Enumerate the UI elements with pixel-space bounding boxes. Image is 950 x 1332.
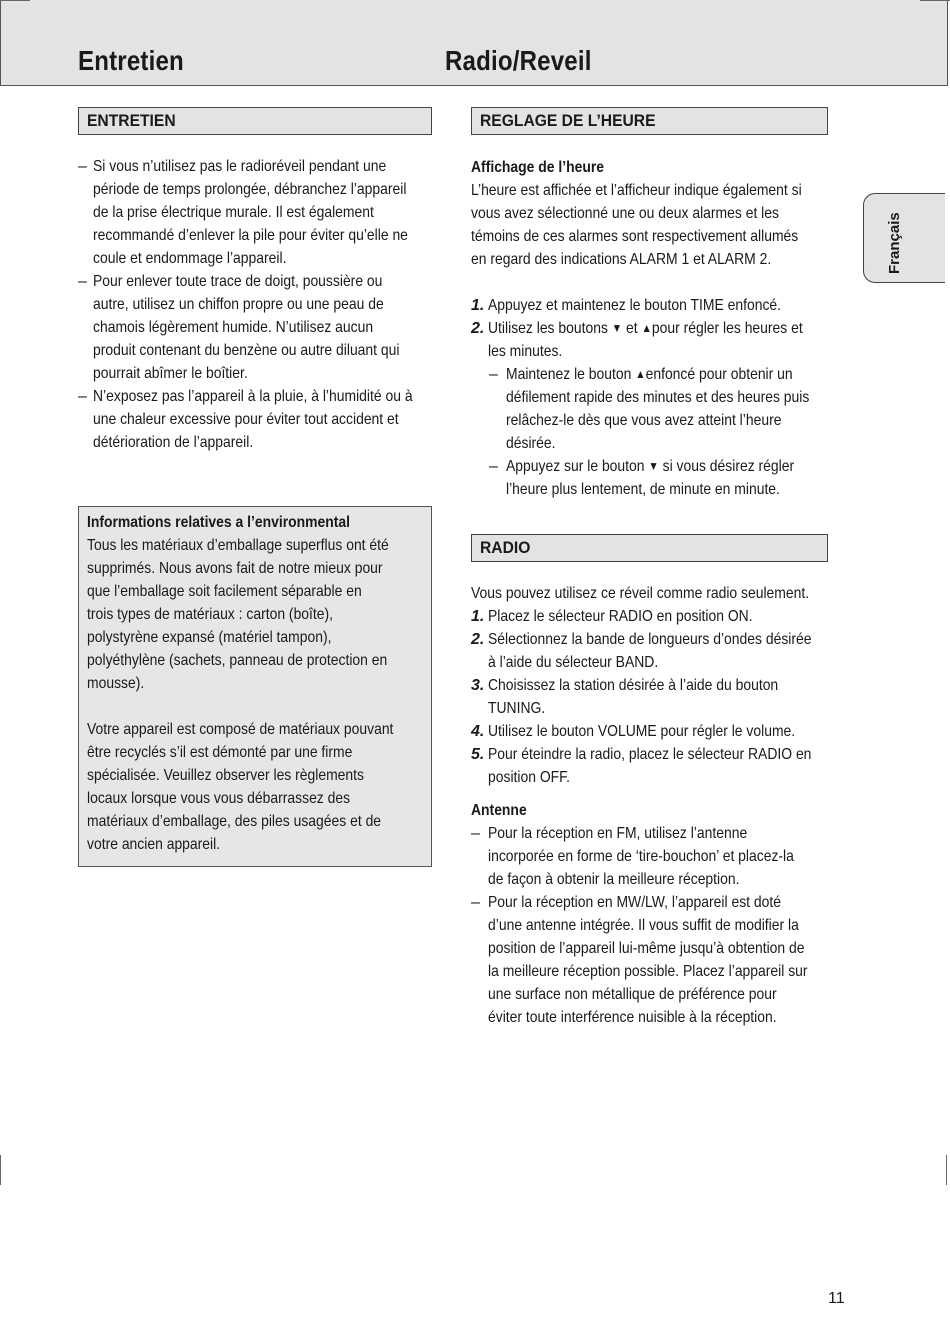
list-item: – Pour enlever toute trace de doigt, poussière ou autre, utilisez un chiffon propre ou une peau de chamois légèrement humide. N’utilisez aucun produit contenant du benzène ou autre diluant qui pourrait abîmer le boîtier.: [78, 273, 400, 382]
step-item: 3. Choisissez la station désirée à l’aide du bouton TUNING.: [471, 677, 779, 717]
language-tab: [863, 193, 945, 283]
step-item: 5. Pour éteindre la radio, placez le sélecteur RADIO en position OFF.: [471, 746, 812, 786]
environment-info-box: Informations relatives a l’environmental Tous les matériaux d’emballage superflus ont été supprimés. Nous avons fait de notre mieux pour que l’emballage soit facilement séparable en trois types de matériaux : carton (boîte), polystyrène expansé (matériel tampon), polyéthylène (sachets, panneau de protection en mousse). Votre appareil est composé de matériaux pouvant être recyclés s’il est démonté par une firme spécialisée. Veuillez observer les règlements locaux lorsque vous vous débarrassez des matériaux d’emballage, des piles usagées et de votre ancien appareil.: [78, 506, 432, 867]
display-heading: Affichage de l’heure: [471, 159, 605, 176]
section-header-clock: REGLAGE DE L’HEURE: [471, 107, 828, 135]
up-arrow-icon: ▲: [635, 367, 646, 381]
list-item: – N’exposez pas l’appareil à la pluie, à l’humidité ou à une chaleur excessive pour éviter tout accident et détérioration de l’appareil.: [78, 388, 413, 451]
page-title-left: Entretien: [78, 45, 184, 76]
crop-mark: [0, 0, 30, 1]
list-item: – Si vous n’utilisez pas le radioréveil pendant une période de temps prolongée, débranchez l’appareil de la prise électrique murale. Il est également recommandé d’enlever la pile pour éviter qu’elle ne coule et endommage l’appareil.: [78, 158, 408, 267]
down-arrow-icon: ▼: [611, 321, 623, 335]
page-number: 11: [828, 1290, 845, 1307]
section-header-entretien: ENTRETIEN: [78, 107, 432, 135]
step-item: 1. Appuyez et maintenez le bouton TIME enfoncé.: [471, 297, 782, 314]
step-item: 4. Utilisez le bouton VOLUME pour régler le volume.: [471, 723, 796, 740]
list-item: – Pour la réception en FM, utilisez l’antenne incorporée en forme de ‘tire-bouchon’ et placez-la de façon à obtenir la meilleure réception.: [471, 825, 794, 888]
sub-step-item: – Appuyez sur le bouton ▼ si vous désirez régler l’heure plus lentement, de minute en minute.: [489, 458, 795, 498]
sub-step-item: – Maintenez le bouton ▲enfoncé pour obtenir un défilement rapide des minutes et des heures puis relâchez-le dès que vous avez atteint l’heure désirée.: [489, 366, 810, 452]
crop-mark: [920, 0, 950, 1]
radio-section: Vous pouvez utilisez ce réveil comme radio seulement. 1. Placez le sélecteur RADIO en position ON. 2. Sélectionnez la bande de longueurs d’ondes désirée à l’aide du sélecteur BAND. 3. Choisissez la station désirée à l’aide du bouton TUNING. 4. Utilisez le bouton VOLUME pour régler le volume. 5. Pour éteindre la radio, placez le sélecteur RADIO en position OFF. Antenne – Pour la réception en FM, utilisez l’antenne incorporée en forme de ‘tire-bouchon’ et placez-la de façon à obtenir la meilleure réception. – Pour la réception en MW/LW, l’appareil est doté d’une antenne intégrée. Il vous suffit de modifier la position de l’appareil lui-même jusqu’à obtention de la meilleure réception possible. Placez l’appareil sur une surface non métallique de préférence pour éviter toute interférence nuisible à la réception.: [471, 582, 851, 1029]
page-title-right: Radio/Reveil: [445, 45, 592, 76]
crop-mark: [0, 1155, 1, 1185]
down-arrow-icon: ▼: [648, 459, 659, 473]
step-item: 1. Placez le sélecteur RADIO en position ON.: [471, 608, 753, 625]
language-tab-label: Français: [886, 212, 903, 274]
maintenance-list: [78, 155, 448, 454]
up-arrow-icon: ▲: [641, 321, 652, 335]
list-item: – Pour la réception en MW/LW, l’appareil est doté d’une antenne intégrée. Il vous suffit de modifier la position de l’appareil lui-même jusqu’à obtention de la meilleure réception possible. Placez l’appareil sur une surface non métallique de préférence pour éviter toute interférence nuisible à la réception.: [471, 894, 808, 1026]
step-item: 2. Sélectionnez la bande de longueurs d’ondes désirée à l’aide du sélecteur BAND.: [471, 631, 812, 671]
antenna-heading: Antenne: [471, 802, 527, 819]
environment-title: Informations relatives a l’environmental: [87, 514, 351, 531]
clock-setting-section: Affichage de l’heure L’heure est affichée et l’afficheur indique également si vous avez sélectionné une ou deux alarmes et les témoins de ces alarmes sont respectivement allumés en regard des indications ALARM 1 et ALARM 2. 1. Appuyez et maintenez le bouton TIME enfoncé. 2. Utilisez les boutons ▼ et ▲pour régler les heures et les minutes. – Maintenez le bouton ▲enfoncé pour obtenir un défilement rapide des minutes et des heures puis relâchez-le dès que vous avez atteint l’heure désirée. – Appuyez sur le bouton ▼ si vous désirez régler l’heure plus lentement, de minute en minute.: [471, 156, 851, 501]
section-header-radio: RADIO: [471, 534, 828, 562]
crop-mark: [946, 1155, 947, 1185]
step-item: 2. Utilisez les boutons ▼ et ▲pour régler les heures et les minutes.: [471, 320, 803, 360]
